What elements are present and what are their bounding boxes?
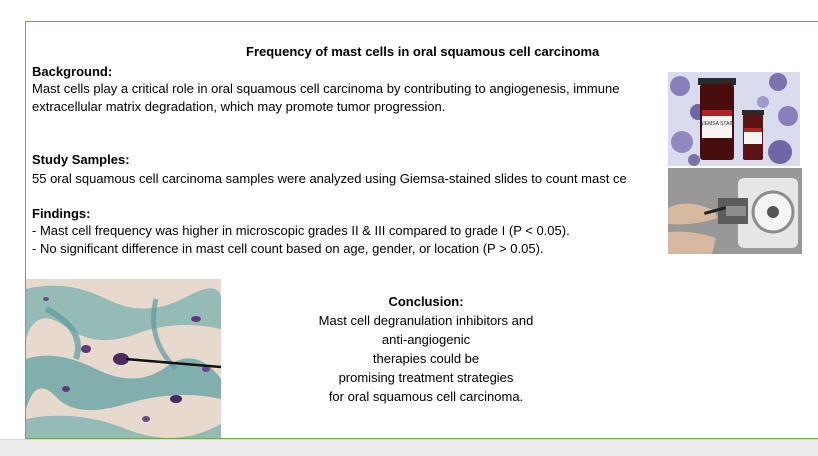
background-heading: Background:	[32, 64, 113, 79]
study-samples-line: 55 oral squamous cell carcinoma samples were analyzed using Giemsa-stained slides to count mast ce	[32, 171, 627, 186]
microtome-lab-photo[interactable]	[668, 168, 802, 254]
study-samples-heading: Study Samples:	[32, 152, 130, 167]
findings-heading: Findings:	[32, 206, 91, 221]
conclusion-heading: Conclusion:	[388, 294, 464, 309]
slide[interactable]	[25, 21, 818, 439]
background-line-2: extracellular matrix degradation, which may promote tumor progression.	[32, 99, 446, 114]
finding-item-1: - Mast cell frequency was higher in microscopic grades II & III compared to grade I (P < 0.05).	[32, 223, 570, 238]
status-bar	[0, 439, 818, 456]
conclusion-line-2: anti-angiogenic	[381, 332, 471, 347]
background-line-1: Mast cells play a critical role in oral squamous cell carcinoma by contributing to angiogenesis, immune	[32, 81, 620, 96]
finding-item-2: - No significant difference in mast cell count based on age, gender, or location (P > 0.05).	[32, 241, 544, 256]
conclusion-box[interactable]	[276, 292, 576, 406]
conclusion-line-5: for oral squamous cell carcinoma.	[328, 389, 524, 404]
conclusion-line-1: Mast cell degranulation inhibitors and	[318, 313, 534, 328]
conclusion-line-4: promising treatment strategies	[338, 370, 514, 385]
bottle-label-text: GIEMSA STAIN	[699, 121, 735, 127]
histology-micrograph[interactable]	[26, 279, 221, 438]
slide-title: Frequency of mast cells in oral squamous cell carcinoma	[246, 44, 600, 59]
giemsa-stain-photo[interactable]	[668, 72, 800, 166]
conclusion-line-3: therapies could be	[372, 351, 480, 366]
